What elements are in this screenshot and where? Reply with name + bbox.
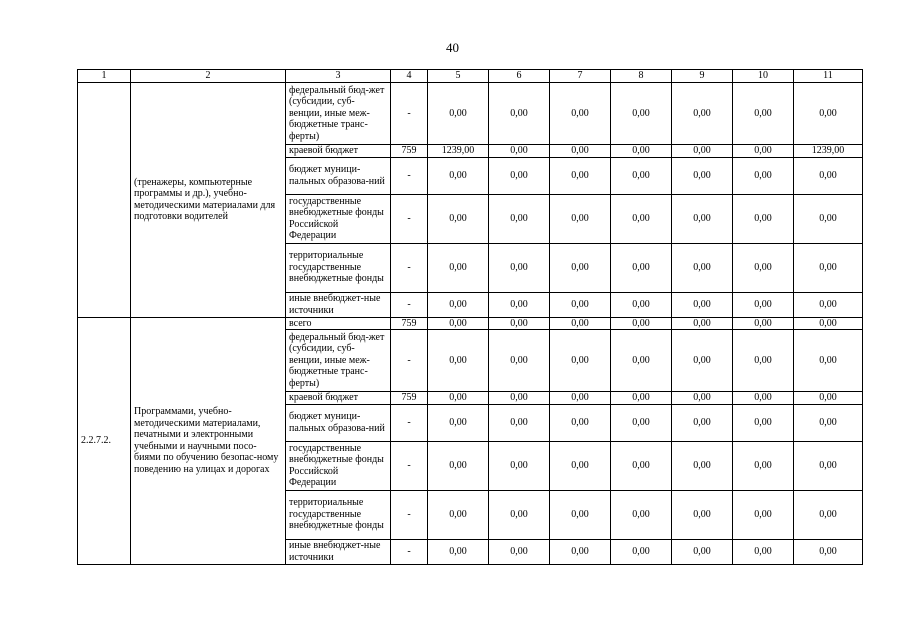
funding-source-cell: бюджет муници-пальных образова-ний [286,404,391,441]
value-cell: 0,00 [672,392,733,405]
value-cell: 0,00 [733,330,794,392]
value-cell: 0,00 [794,392,863,405]
grbs-code-cell: - [391,83,428,145]
item-code-cell [78,83,131,318]
value-cell: 0,00 [611,83,672,145]
value-cell: 0,00 [611,330,672,392]
column-header: 3 [286,70,391,83]
header-row [78,70,863,83]
value-cell: 0,00 [550,157,611,194]
column-header: 7 [550,70,611,83]
grbs-code-cell: 759 [391,392,428,405]
value-cell: 0,00 [672,83,733,145]
value-cell: 0,00 [489,404,550,441]
value-cell: 0,00 [489,194,550,243]
budget-table [77,69,863,565]
value-cell: 0,00 [489,317,550,330]
column-header: 2 [131,70,286,83]
value-cell: 0,00 [428,490,489,539]
value-cell: 0,00 [428,539,489,564]
value-cell: 0,00 [794,292,863,317]
page-number: 40 [446,40,459,55]
grbs-code-cell: 759 [391,317,428,330]
value-cell: 0,00 [428,392,489,405]
value-cell: 0,00 [428,157,489,194]
value-cell: 0,00 [733,243,794,292]
column-header: 4 [391,70,428,83]
value-cell: 0,00 [489,243,550,292]
value-cell: 0,00 [794,404,863,441]
value-cell: 0,00 [733,539,794,564]
value-cell: 0,00 [550,392,611,405]
value-cell: 0,00 [550,292,611,317]
value-cell: 0,00 [794,83,863,145]
value-cell: 0,00 [550,404,611,441]
item-description-cell: (тренажеры, компьютерные программы и др.), учебно-методическими материалами для подготовки водителей [131,83,286,318]
value-cell: 0,00 [550,330,611,392]
column-header: 9 [672,70,733,83]
value-cell: 0,00 [733,194,794,243]
grbs-code-cell: - [391,157,428,194]
value-cell: 0,00 [611,317,672,330]
value-cell: 0,00 [672,243,733,292]
value-cell: 0,00 [794,490,863,539]
value-cell: 0,00 [550,83,611,145]
value-cell: 0,00 [794,330,863,392]
value-cell: 0,00 [794,317,863,330]
value-cell: 0,00 [733,317,794,330]
funding-source-cell: всего [286,317,391,330]
grbs-code-cell: - [391,194,428,243]
value-cell: 0,00 [672,145,733,158]
value-cell: 0,00 [794,157,863,194]
value-cell: 0,00 [672,292,733,317]
value-cell: 0,00 [733,392,794,405]
value-cell: 0,00 [672,404,733,441]
value-cell: 0,00 [672,539,733,564]
value-cell: 0,00 [672,330,733,392]
value-cell: 0,00 [428,83,489,145]
value-cell: 0,00 [550,539,611,564]
column-header: 11 [794,70,863,83]
value-cell: 0,00 [733,157,794,194]
funding-source-cell: бюджет муници-пальных образова-ний [286,157,391,194]
value-cell: 0,00 [611,539,672,564]
column-header: 8 [611,70,672,83]
value-cell: 0,00 [611,441,672,490]
value-cell: 0,00 [794,441,863,490]
column-header: 1 [78,70,131,83]
value-cell: 0,00 [489,292,550,317]
value-cell: 0,00 [733,83,794,145]
value-cell: 0,00 [672,157,733,194]
value-cell: 0,00 [550,145,611,158]
funding-source-cell: государственные внебюджетные фонды Российской Федерации [286,194,391,243]
value-cell: 0,00 [611,243,672,292]
value-cell: 0,00 [672,490,733,539]
value-cell: 0,00 [489,83,550,145]
value-cell: 0,00 [428,441,489,490]
value-cell: 0,00 [611,292,672,317]
value-cell: 0,00 [672,317,733,330]
value-cell: 0,00 [550,317,611,330]
column-header: 6 [489,70,550,83]
value-cell: 0,00 [489,145,550,158]
column-header: 10 [733,70,794,83]
value-cell: 0,00 [489,539,550,564]
item-description-cell: Программами, учебно-методическими материалами, печатными и электронными учебными и научными посо-биями по обучению безопас-ному поведению на улицах и дорогах [131,317,286,564]
value-cell: 0,00 [611,392,672,405]
funding-source-cell: краевой бюджет [286,145,391,158]
funding-source-cell: территориальные государственные внебюджетные фонды [286,243,391,292]
value-cell: 0,00 [428,404,489,441]
grbs-code-cell: - [391,490,428,539]
value-cell: 0,00 [794,194,863,243]
value-cell: 0,00 [428,317,489,330]
value-cell: 1239,00 [794,145,863,158]
value-cell: 0,00 [489,157,550,194]
value-cell: 0,00 [489,392,550,405]
value-cell: 0,00 [733,292,794,317]
funding-source-cell: иные внебюджет-ные источники [286,539,391,564]
item-code-cell: 2.2.7.2. [78,317,131,564]
grbs-code-cell: - [391,441,428,490]
column-header: 5 [428,70,489,83]
value-cell: 1239,00 [428,145,489,158]
table-row [78,83,863,145]
value-cell: 0,00 [733,490,794,539]
funding-source-cell: иные внебюджет-ные источники [286,292,391,317]
value-cell: 0,00 [489,330,550,392]
value-cell: 0,00 [550,194,611,243]
grbs-code-cell: - [391,539,428,564]
value-cell: 0,00 [428,194,489,243]
value-cell: 0,00 [611,145,672,158]
grbs-code-cell: - [391,292,428,317]
value-cell: 0,00 [611,157,672,194]
value-cell: 0,00 [489,490,550,539]
funding-source-cell: территориальные государственные внебюджетные фонды [286,490,391,539]
grbs-code-cell: 759 [391,145,428,158]
funding-source-cell: краевой бюджет [286,392,391,405]
value-cell: 0,00 [428,330,489,392]
value-cell: 0,00 [550,243,611,292]
funding-source-cell: федеральный бюд-жет (субсидии, суб-венции, иные меж-бюджетные транс-ферты) [286,83,391,145]
value-cell: 0,00 [733,441,794,490]
value-cell: 0,00 [550,441,611,490]
grbs-code-cell: - [391,404,428,441]
grbs-code-cell: - [391,243,428,292]
value-cell: 0,00 [428,243,489,292]
value-cell: 0,00 [672,194,733,243]
table-row [78,317,863,330]
value-cell: 0,00 [733,145,794,158]
value-cell: 0,00 [611,404,672,441]
value-cell: 0,00 [611,490,672,539]
value-cell: 0,00 [550,490,611,539]
value-cell: 0,00 [611,194,672,243]
table-body [78,83,863,565]
value-cell: 0,00 [733,404,794,441]
funding-source-cell: федеральный бюд-жет (субсидии, суб-венции, иные меж-бюджетные транс-ферты) [286,330,391,392]
value-cell: 0,00 [672,441,733,490]
value-cell: 0,00 [428,292,489,317]
grbs-code-cell: - [391,330,428,392]
value-cell: 0,00 [794,243,863,292]
value-cell: 0,00 [794,539,863,564]
value-cell: 0,00 [489,441,550,490]
funding-source-cell: государственные внебюджетные фонды Российской Федерации [286,441,391,490]
